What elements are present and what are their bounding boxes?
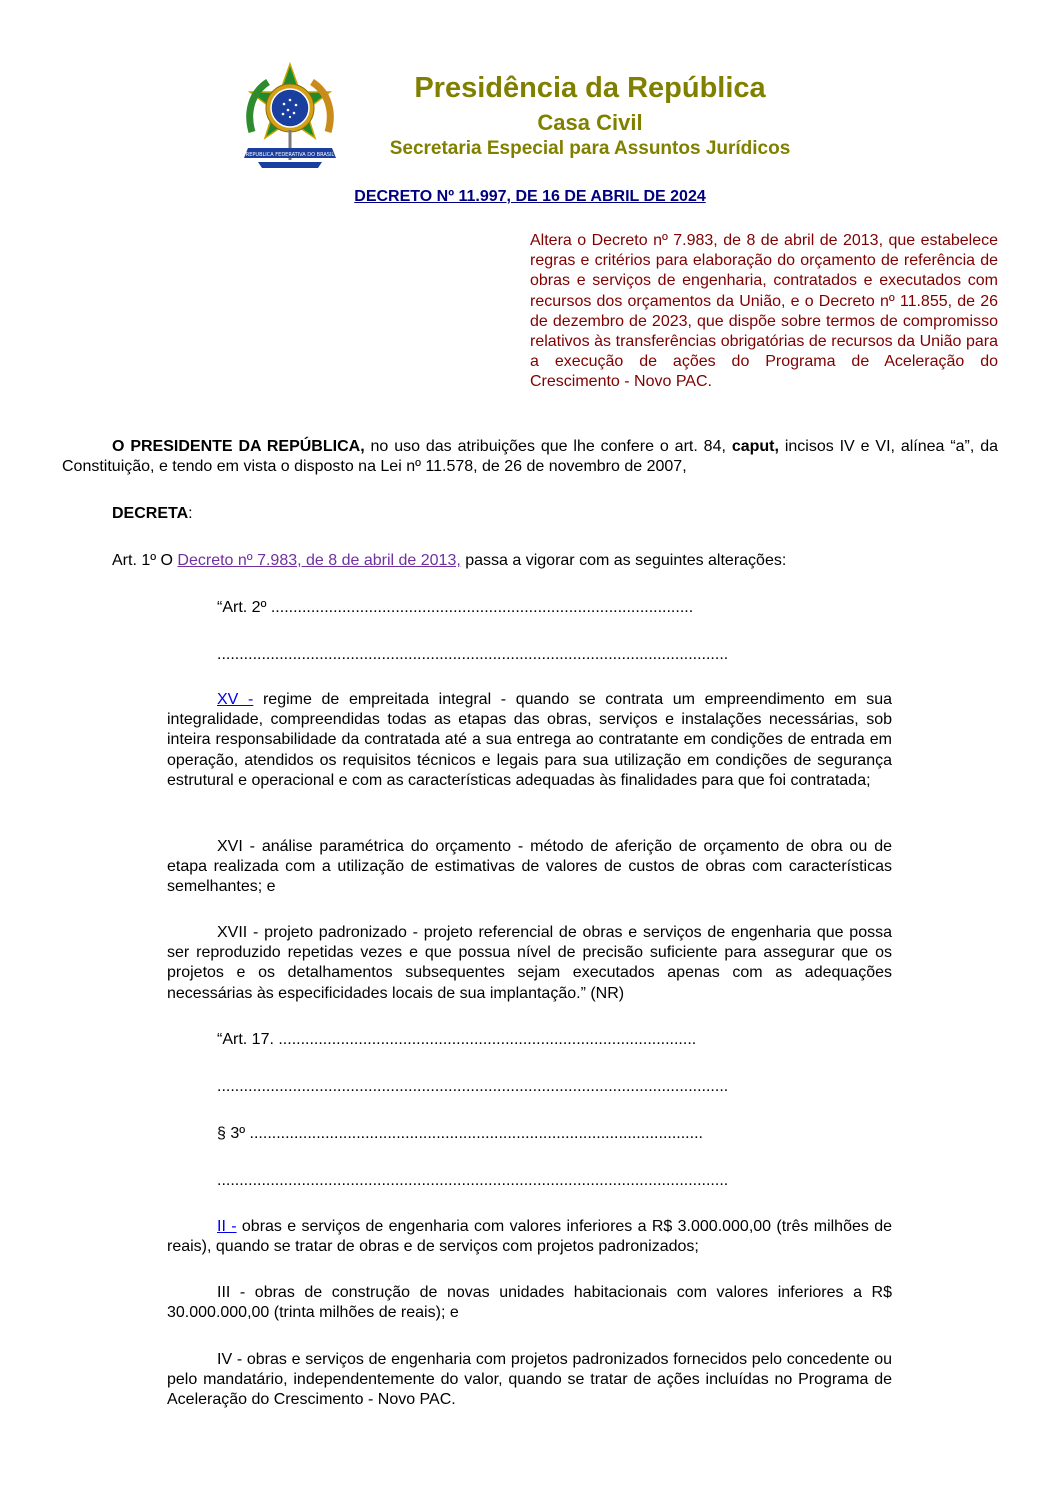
- item-xv-link[interactable]: XV -: [217, 691, 254, 708]
- quote-art-2: “Art. 2º ...............................................................................................: [217, 599, 694, 616]
- quote-item-ii: [167, 1217, 892, 1257]
- article-1-prefix: Art. 1º O: [112, 552, 178, 569]
- header-secretaria: Secretaria Especial para Assuntos Jurídicos: [389, 138, 791, 159]
- article-1: [62, 551, 998, 571]
- quote-omission-3: ...................................................................................................................: [217, 1172, 729, 1189]
- decreta: [62, 504, 998, 524]
- preamble-text-1: no uso das atribuições que lhe confere o art. 84,: [364, 438, 732, 455]
- decree-summary: Altera o Decreto nº 7.983, de 8 de abril de 2013, que estabelece regras e critérios para elaboração do orçamento de referência de obras e serviços de engenharia, contratados e executados com recursos dos orçamentos da União, e o Decreto nº 11.855, de 26 de dezembro de 2023, que dispõe sobre termos de compromisso relativos às transferências obrigatórias de recursos da União para a execução de ações do Programa de Aceleração do Crescimento - Novo PAC.: [530, 232, 998, 391]
- item-ii-text: obras e serviços de engenharia com valores inferiores a R$ 3.000.000,00 (três milhões de reais), quando se tratar de obras e de serviços com projetos padronizados;: [167, 1218, 893, 1256]
- preamble-bold-president: O PRESIDENTE DA REPÚBLICA,: [112, 438, 365, 455]
- decree-title: [180, 188, 880, 206]
- decreta-bold: DECRETA: [112, 505, 189, 522]
- quote-item-xvii: XVII - projeto padronizado - projeto referencial de obras e serviços de engenharia que possa ser reproduzido repetidas vezes e que possua nível de precisão suficiente para assegurar que os projetos e os detalhamentos subsequentes sejam executados apenas com as adequações necessárias às especificidades locais de sua implantação.” (NR): [167, 924, 892, 1002]
- brazil-coat-of-arms-icon: [238, 62, 342, 170]
- item-ii-link[interactable]: II -: [217, 1218, 237, 1235]
- quote-item-xvi: XVI - análise paramétrica do orçamento - método de aferição de orçamento de obra ou de etapa realizada com a utilização de estimativas de valores de custos de obras com características semelhantes; e: [167, 838, 892, 896]
- quote-omission-2: ...................................................................................................................: [217, 1078, 729, 1095]
- quote-item-iii: III - obras de construção de novas unidades habitacionais com valores inferiores a R$ 30.000.000,00 (trinta milhões de reais); e: [167, 1284, 892, 1322]
- quote-item-xv: [167, 690, 892, 791]
- header-casa-civil: Casa Civil: [537, 110, 643, 135]
- header-presidencia: Presidência da República: [414, 72, 766, 104]
- quote-paragraph-3: § 3º ......................................................................................................: [217, 1125, 703, 1142]
- svg-text:REPUBLICA FEDERATIVA DO BRASIL: REPUBLICA FEDERATIVA DO BRASIL: [245, 152, 335, 158]
- quote-omission-1: ...................................................................................................................: [217, 646, 729, 663]
- decreta-colon: :: [188, 505, 193, 522]
- preamble-text-2: incisos IV e VI, alínea “a”, da Constituição, e tendo em vista o disposto na Lei nº 11.578, de 26 de novembro de 2007,: [62, 438, 998, 476]
- item-xv-text: regime de empreitada integral - quando se contrata um empreendimento em sua integralidade, compreendidas todas as etapas das obras, serviços e instalações necessárias, sob inteira responsabilidade da contratada até a sua entrega ao contratante em condições de entrada em operação, atendidos os requisitos técnicos e legais para sua utilização em condições de segurança estrutural e operacional e com as características adequadas às finalidades para que foi contratada;: [167, 691, 892, 789]
- quote-item-iv: IV - obras e serviços de engenharia com projetos padronizados fornecidos pelo concedente ou pelo mandatário, independentemente do valor, quando se tratar de ações incluídas no Programa de Aceleração do Crescimento - Novo PAC.: [167, 1351, 892, 1409]
- decree-title-link[interactable]: DECRETO Nº 11.997, DE 16 DE ABRIL DE 2024: [354, 188, 706, 205]
- preamble: [62, 437, 998, 477]
- article-1-suffix: passa a vigorar com as seguintes alterações:: [460, 552, 787, 569]
- quote-art-17: “Art. 17. ..............................................................................................: [217, 1031, 697, 1048]
- decree-7983-link[interactable]: Decreto nº 7.983, de 8 de abril de 2013,: [177, 552, 461, 569]
- preamble-bold-caput: caput,: [731, 438, 779, 455]
